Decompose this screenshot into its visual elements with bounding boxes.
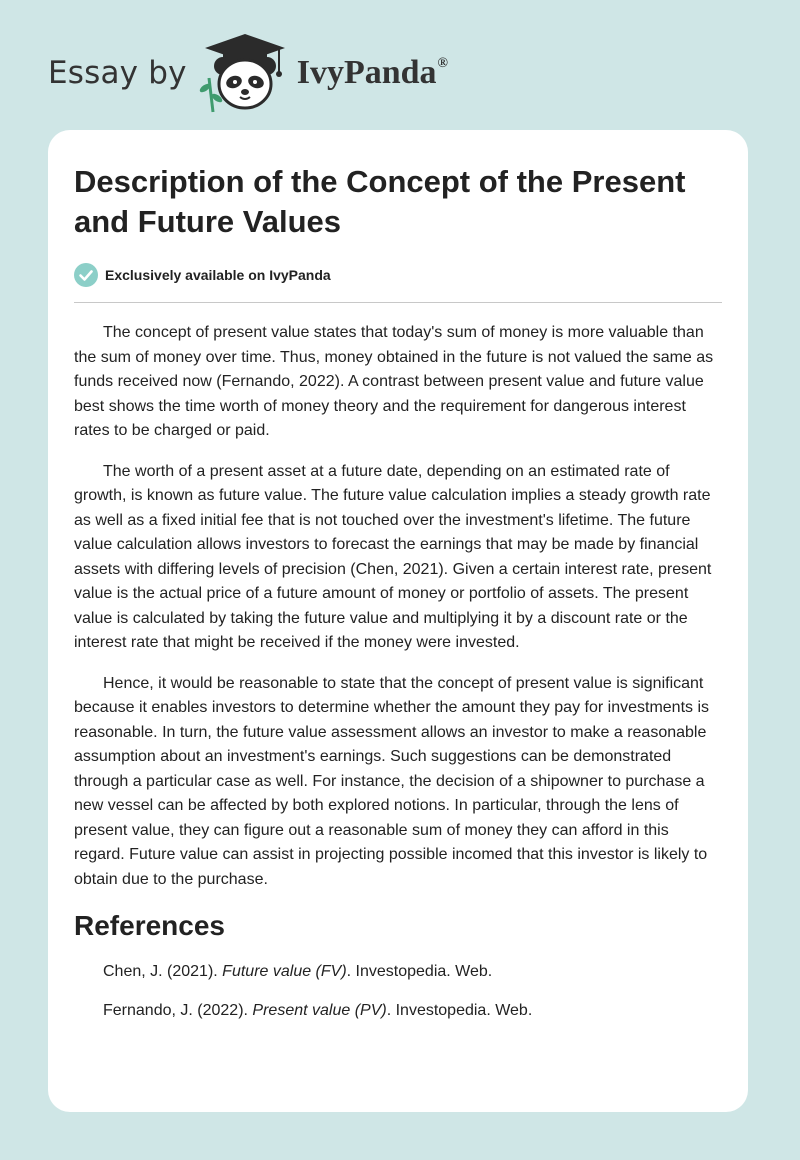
reference-source: . Investopedia. Web.: [386, 1002, 533, 1019]
reference-title: Present value (PV): [252, 1002, 387, 1019]
reference-author-year: Chen, J. (2021).: [103, 963, 223, 980]
essay-paragraph: The concept of present value states that today's sum of money is more valuable than the sum of money over time. Thus, money obtained in the future is not valued the same as funds received now (Fernando, 2022). A contrast between present value and future value best shows the time worth of money theory and the requirement for dangerous interest rates to be charged or paid.: [74, 324, 714, 439]
brand-header: [48, 28, 448, 118]
essay-paragraph: Hence, it would be reasonable to state that the concept of present value is significant because it enables investors to determine whether the amount they pay for investments is reasonable. In turn, the future value assessment allows an investor to make a reasonable assumption about an investment's earnings. Such suggestions can be demonstrated through a particular case as well. For instance, the decision of a shipowner to purchase a new vessel can be affected by both explored notions. In particular, through the lens of present value, they can figure out a reasonable sum of money they can afford in this regard. Future value can assist in projecting possible incomed that this investor is likely to obtain due to the purchase.: [74, 674, 710, 888]
reference-item: [103, 1001, 722, 1021]
brand-prefix: Essay by: [48, 55, 187, 91]
exclusive-badge: [74, 262, 722, 288]
panda-graduate-logo-icon: [199, 32, 291, 114]
brand-name: [297, 54, 448, 92]
registered-mark: ®: [437, 56, 449, 71]
reference-source: . Investopedia. Web.: [346, 963, 493, 980]
essay-paragraph: The worth of a present asset at a future date, depending on an estimated rate of growth, is known as future value. The future value calculation implies a steady growth rate as well as a fixed initial fee that is not touched over the investment's lifetime. The future value calculation allows investors to forecast the earnings that may be made by financial assets with differing levels of precision (Chen, 2021). Given a certain interest rate, present value is the actual price of a future amount of money or portfolio of assets. The present value is calculated by taking the future value and multiplying it by a discount rate or the interest rate that might be received if the money were invested.: [74, 462, 712, 651]
check-circle-icon: [74, 263, 98, 287]
reference-list: [74, 962, 722, 1021]
essay-body: [74, 321, 722, 892]
brand-name-text: IvyPanda: [296, 54, 437, 91]
exclusive-badge-label: Exclusively available on IvyPanda: [105, 267, 331, 283]
title-divider: [74, 302, 722, 303]
references-heading: References: [74, 910, 225, 941]
reference-title: Future value (FV): [222, 963, 347, 980]
essay-card: [48, 130, 748, 1112]
reference-author-year: Fernando, J. (2022).: [103, 1002, 253, 1019]
reference-item: [103, 962, 722, 982]
page-title: Description of the Concept of the Present and Future Values: [74, 164, 686, 239]
